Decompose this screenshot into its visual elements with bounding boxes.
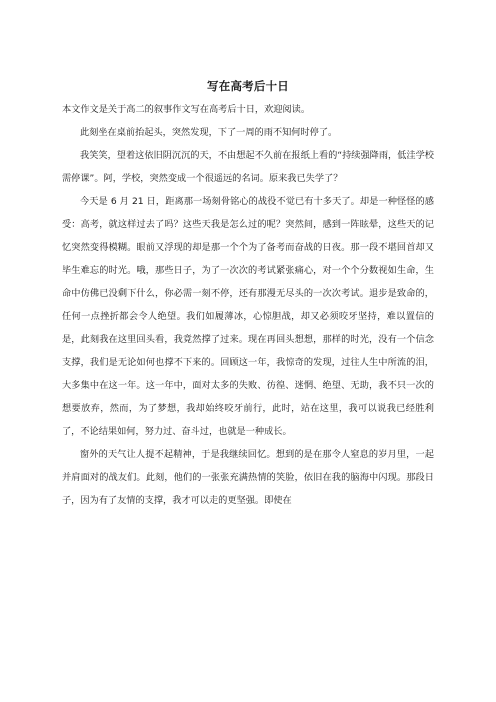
paragraph: 此刻坐在桌前抬起头，突然发现，下了一周的雨不知何时停了。: [80, 127, 338, 138]
paragraph: 我笑笑，望着这依旧阴沉沉的天，不由想起不久前在报纸上看的“持续强降雨，低洼学校需停课”。阿，学校，突然变成一个很遥远的名词。原来我已失学了？: [62, 150, 434, 184]
document-body: [62, 98, 434, 512]
document-title: 写在高考后十日: [207, 79, 289, 93]
intro-paragraph: 本文作文是关于高二的叙事作文写在高考后十日，欢迎阅读。: [62, 104, 311, 115]
paragraph: 今天是 6 月 21 日，距离那一场刻骨铭心的战役不觉已有十多天了。却是一种怪怪的感受：高考，就这样过去了吗？这些天我是怎么过的呢？突然间，感到一阵眩晕，这些天的记忆突然变得模糊。眼前又浮现的却是那一个个为了备考而奋战的日夜。那一段不堪回首却又毕生难忘的时光。哦，那些日子，为了一次次的考试紧张痛心，对一个个分数视如生命，生命中仿佛已没剩下什么，你必需一刻不停，还有那漫无尽头的一次次考试。退步是致命的，任何一点挫折都会令人绝望。我们如履薄冰，心惊胆战，却又必须咬牙坚持，难以置信的是，此刻我在这里回头看，我竟然撑了过来。现在再回头想想，那样的时光，没有一个信念支撑，我们是无论如何也撑不下来的。回顾这一年，我惊奇的发现，过往人生中所流的泪，大多集中在这一年。这一年中，面对太多的失败、彷徨、迷惘、绝望、无助，我不只一次的想要放弃，然而，为了梦想，我却始终咬牙前行，此时，站在这里，我可以说我已经胜利了，不论结果如何，努力过、奋斗过，也就是一种成长。: [62, 196, 434, 437]
paragraph: 窗外的天气让人提不起精神，于是我继续回忆。想到的是在那令人窒息的岁月里，一起并肩面对的战友们。此刻，他们的一张张充满热情的笑脸，依旧在我的脑海中闪现。那段日子，因为有了友情的支撑，我才可以走的更坚强。即使在: [62, 449, 434, 506]
